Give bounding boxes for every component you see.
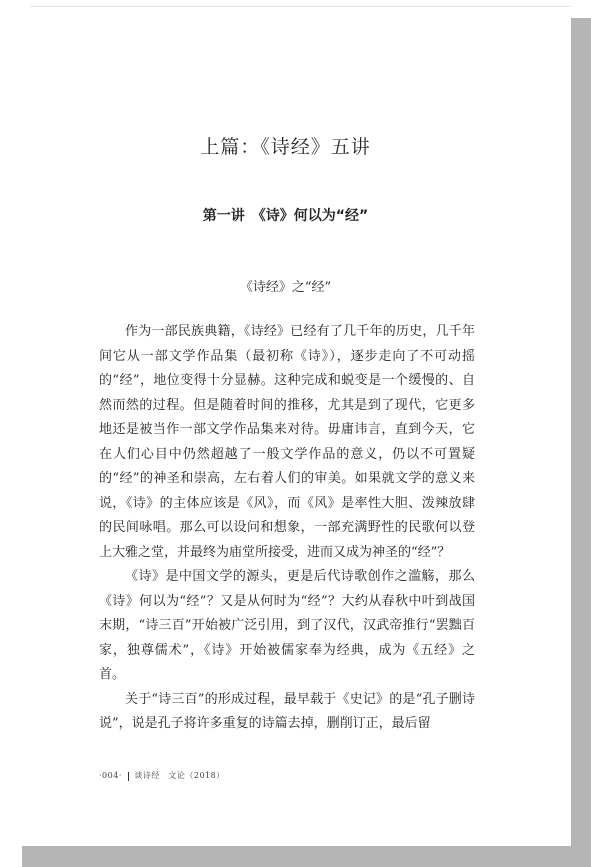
section-title: 《诗经》之“经”: [239, 280, 332, 295]
page-shadow-right: [571, 18, 591, 867]
paragraph: 作为一部民族典籍，《诗经》已经有了几千年的历史，几千年间它从一部文学作品集（最初称《诗》），逐步走向了不可动摇的“经”，地位变得十分显赫。这种完成和蜕变是一个缓慢的、自然而然的过程。但是随着时间的推移，尤其是到了现代，它更多地还是被当作一部文学作品集来对待。毋庸讳言，直到今天，它在人们心目中仍然超越了一般文学作品的意义，仍以不可置疑的“经”的神圣和崇高，左右着人们的审美。如果就文学的意义来说，《诗》的主体应该是《风》，而《风》是率性大胆、泼辣放肆的民间咏唱。那么可以设问和想象，一部充满野性的民歌何以登上大雅之堂，并最终为庙堂所接受，进而又成为神圣的“经”？: [99, 324, 475, 560]
footer-separator: [128, 772, 130, 781]
paragraph: 《诗》是中国文学的源头，更是后代诗歌创作之滥觞，那么《诗》何以为“经”？又是从何时为“经”？大约从春秋中叶到战国末期，“诗三百”开始被广泛引用，到了汉代，汉武帝推行“罢黜百家，独尊儒术”，《诗》开始被儒家奉为经典，成为《五经》之首。: [99, 569, 475, 682]
page-number: ·004·: [99, 771, 122, 780]
top-divider: [30, 6, 571, 7]
page-footer: [99, 770, 225, 781]
page-shadow-bottom: [22, 846, 591, 867]
paragraph: 关于“诗三百”的形成过程，最早载于《史记》的是“孔子删诗说”，说是孔子将许多重复的诗篇去掉，删削订正，最后留: [99, 691, 475, 731]
lecture-title: 第一讲 《诗》何以为“经”: [202, 208, 369, 224]
body-text: [99, 320, 475, 737]
part-title: 上篇：《诗经》五讲: [200, 136, 371, 158]
running-title: 谈诗经 文论（2018）: [134, 771, 225, 780]
